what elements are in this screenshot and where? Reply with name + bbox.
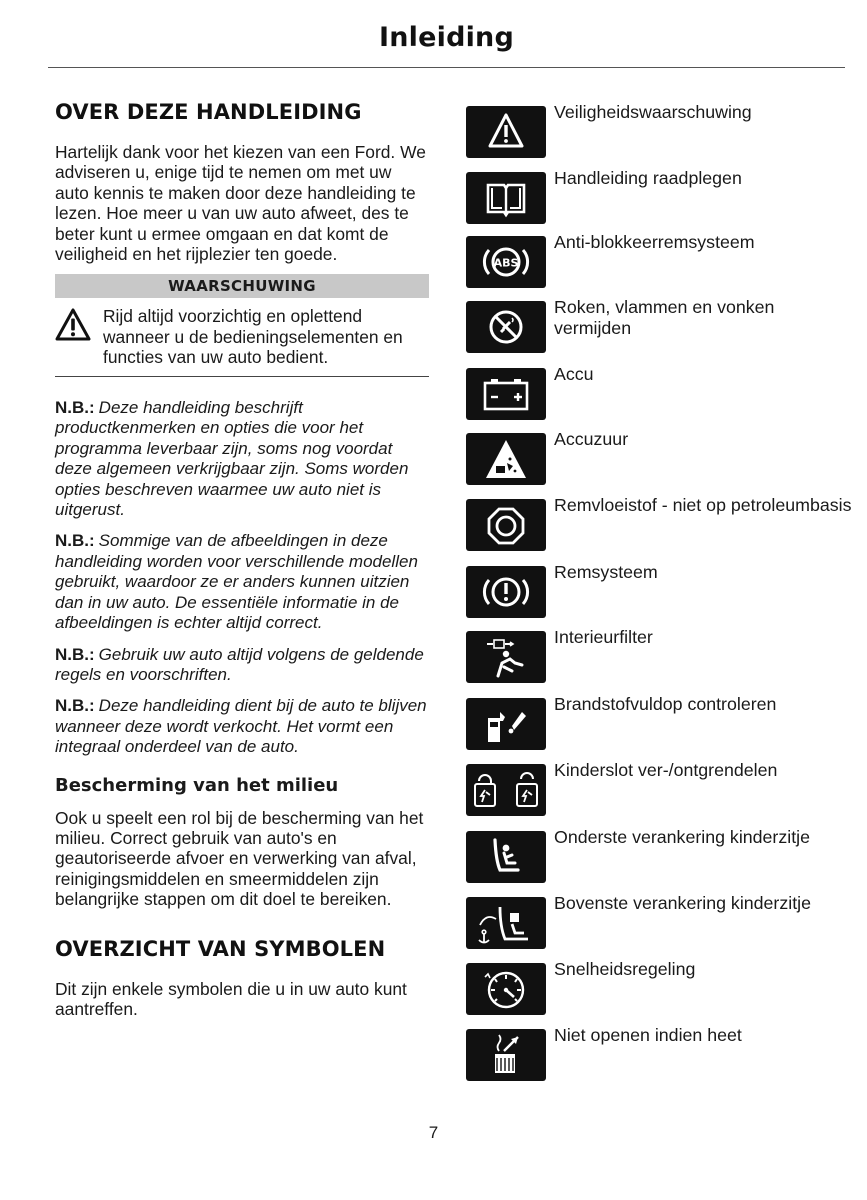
symbol-label: Veiligheidswaarschuwing bbox=[554, 102, 752, 122]
symbol-row-battery-acid bbox=[466, 429, 866, 485]
symbol-row-manual bbox=[466, 168, 866, 224]
symbol-row-safety-warning bbox=[466, 102, 866, 158]
symbol-row-cabin-filter bbox=[466, 627, 866, 683]
symbol-label: Accu bbox=[554, 364, 594, 384]
symbol-label: Interieurfilter bbox=[554, 627, 653, 647]
warning-body bbox=[55, 298, 429, 377]
header-divider bbox=[48, 67, 845, 68]
symbol-row-battery bbox=[466, 364, 866, 420]
note-prefix: N.B.: bbox=[55, 696, 95, 716]
note-text: Deze handleiding dient bij de auto te blijven wanneer deze wordt verkocht. Het vormt een integraal onderdeel van de auto. bbox=[55, 696, 427, 757]
note-prefix: N.B.: bbox=[55, 644, 95, 664]
warning-triangle-icon bbox=[55, 306, 103, 367]
left-column bbox=[55, 100, 429, 1019]
abs-icon bbox=[466, 236, 546, 288]
environment-paragraph: Ook u speelt een rol bij de bescherming van het milieu. Correct gebruik van auto's en geautoriseerde afvoer en verwerking van afval, reinigingsmiddelen en smeermiddelen zijn belangrijke stappen om dit doel te bereiken. bbox=[55, 807, 424, 910]
symbol-row-lower-anchor bbox=[466, 827, 866, 883]
warning-triangle-icon bbox=[466, 106, 546, 158]
svg-text:ABS: ABS bbox=[493, 256, 519, 270]
symbol-label: Kinderslot ver-/ontgrendelen bbox=[554, 760, 778, 780]
brake-fluid-icon bbox=[466, 499, 546, 551]
symbol-row-brake-fluid bbox=[466, 495, 866, 551]
section-heading-manual: OVER DEZE HANDLEIDING bbox=[55, 100, 362, 124]
note-text: Gebruik uw auto altijd volgens de geldende regels en voorschriften. bbox=[55, 644, 424, 684]
warning-box bbox=[55, 274, 429, 377]
symbol-row-speed-control bbox=[466, 959, 866, 1015]
brake-system-icon bbox=[466, 566, 546, 618]
symbol-label: Accuzuur bbox=[554, 429, 629, 449]
note-2 bbox=[55, 531, 429, 633]
do-not-open-hot-icon bbox=[466, 1029, 546, 1081]
battery-icon bbox=[466, 368, 546, 420]
note-prefix: N.B.: bbox=[55, 531, 95, 551]
section-heading-symbols: OVERZICHT VAN SYMBOLEN bbox=[55, 936, 386, 961]
symbol-row-do-not-open-hot bbox=[466, 1025, 866, 1081]
battery-acid-icon bbox=[466, 433, 546, 485]
fuel-cap-icon bbox=[466, 698, 546, 750]
symbol-label: Handleiding raadplegen bbox=[554, 168, 742, 188]
note-1 bbox=[55, 398, 429, 520]
note-text: Sommige van de afbeeldingen in deze handleiding worden voor verschillende modellen gebruikt, waardoor ze er anders kunnen uitzien dan in uw auto. De essentiële informatie in de afbeeldingen is echter altijd correct. bbox=[55, 531, 418, 633]
symbol-row-fuel-cap bbox=[466, 694, 866, 750]
speed-control-icon bbox=[466, 963, 546, 1015]
page-number: 7 bbox=[428, 1123, 439, 1142]
symbol-row-top-tether bbox=[466, 893, 866, 949]
symbol-row-child-lock bbox=[466, 760, 866, 816]
symbols-intro-paragraph: Dit zijn enkele symbolen die u in uw auto kunt aantreffen. bbox=[55, 978, 407, 1019]
lower-anchor-child-seat-icon bbox=[466, 831, 546, 883]
note-text: Deze handleiding beschrijft productkenmerken en opties die voor het programma leverbaar zijn, soms nog voordat deze algemeen verkrijgbaar zijn. Soms worden opties beschreven waarmee uw auto niet is uitgerust. bbox=[55, 398, 409, 520]
symbol-row-no-smoking bbox=[466, 297, 866, 353]
warning-text: Rijd altijd voorzichtig en oplettend wanneer u de bedieningselementen en functies van uw auto bedient. bbox=[103, 306, 403, 367]
symbol-label: Onderste verankering kinderzitje bbox=[554, 827, 810, 847]
symbol-label: Snelheidsregeling bbox=[554, 959, 696, 979]
top-tether-child-seat-icon bbox=[466, 897, 546, 949]
warning-heading: WAARSCHUWING bbox=[55, 274, 429, 298]
symbol-label: Remvloeistof - niet op petroleumbasis bbox=[554, 495, 852, 515]
subheading-environment: Bescherming van het milieu bbox=[55, 774, 339, 796]
symbol-label: Brandstofvuldop controleren bbox=[554, 694, 777, 714]
page-title: Inleiding bbox=[378, 22, 515, 53]
note-prefix: N.B.: bbox=[55, 398, 95, 418]
symbol-row-brake-system bbox=[466, 562, 866, 618]
symbol-label: Bovenste verankering kinderzitje bbox=[554, 893, 811, 913]
symbol-label: Remsysteem bbox=[554, 562, 658, 582]
open-book-icon bbox=[466, 172, 546, 224]
no-smoking-icon bbox=[466, 301, 546, 353]
cabin-filter-icon bbox=[466, 631, 546, 683]
note-3 bbox=[55, 645, 429, 686]
symbol-label: Niet openen indien heet bbox=[554, 1025, 742, 1045]
symbol-label: Roken, vlammen en vonken vermijden bbox=[554, 297, 775, 338]
child-lock-icon bbox=[466, 764, 546, 816]
intro-paragraph: Hartelijk dank voor het kiezen van een Ford. We adviseren u, enige tijd te nemen om met uw auto kennis te maken door deze handleiding te lezen. Hoe meer u van uw auto afweet, des te beter kunt u ermee omgaan en dat komt de veiligheid en het rijplezier ten goede. bbox=[55, 142, 426, 265]
symbol-row-abs bbox=[466, 232, 866, 288]
page-header bbox=[48, 22, 845, 53]
symbol-label: Anti-blokkeerremsysteem bbox=[554, 232, 755, 252]
note-4 bbox=[55, 696, 429, 757]
